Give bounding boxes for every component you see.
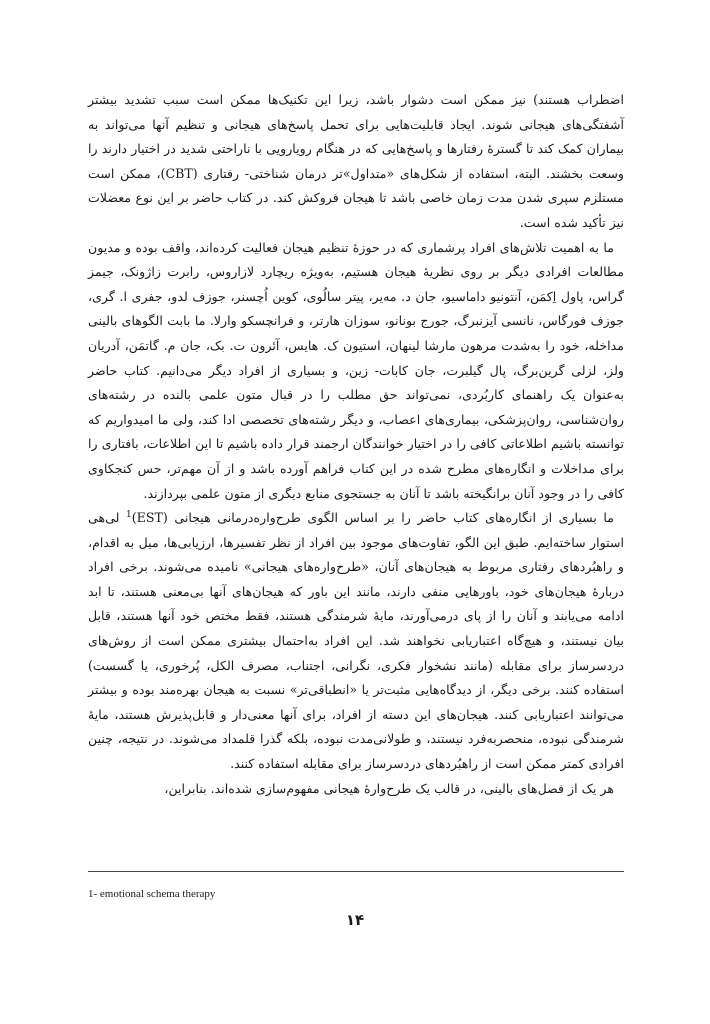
paragraph-2: ما به اهمیت تلاش‌های افراد پرشماری که در حوزهٔ تنظیم هیجان فعالیت کرده‌اند، واقف بوده و مدیون مطالعات افرادی دیگر بر روی نظریهٔ هیجان هستیم، به‌ویژه ریچارد لازاروس، رابرت زاژونک، جیمز گراس، پاول اِکمَن، آنتونیو داماسیو، جان د. مه‌یر، پیتر سالُوی، کوین اُچسنر، جوزف لدو، جفری ا. گری، جوزف فورگاس، نانسی آیزنبرگ، جورج بونانو، سوزان هارتر، و فرانچسکو وارلا. ما بابت الگوهای بالینی مداخله، خود را به‌شدت مرهون مارشا لینهان، استیون ک. هایس، آئرون ت. بک، جان م. گاتمَن، آدریان ولز، لزلی گرین‌برگ، پال گیلبرت، جان کابات- زین، و بسیاری از افراد دیگر می‌دانیم. کتاب حاضر به‌عنوان یک راهنمای کاربُردی، نمی‌تواند حق مطلب را در قبال متون علمی بالنده در رشته‌های روان‌شناسی، روان‌پزشکی، بیماری‌های اعصاب، و دیگر رشته‌های تخصصی ادا کند، ولی ما امیدواریم که توانسته باشیم اطلاعاتی کافی را در اختیار خوانندگان ارجمند قرار داده باشیم تا این اطلاعات، بافتاری را برای مداخلات و انگاره‌های مطرح شده در این کتاب فراهم آورده باشد و از آن مهم‌تر، حس کنجکاوی کافی را در وجود آنان برانگیخته باشد تا آنان به جستجوی منابع دیگری از متون علمی بپردازند.	[88, 239, 624, 501]
paragraph-3-before: ما بسیاری از انگاره‌های کتاب حاضر را بر اساس الگوی طرح‌واره‌درمانی هیجانی (EST)	[131, 510, 614, 526]
body-text	[88, 88, 624, 801]
paragraph-3	[88, 506, 624, 777]
paragraph-3-after: لی‌هی استوار ساخته‌ایم. طبق این الگو، تفاوت‌های موجود بین افراد از نظر تفسیرها، ارزیابی‌ها، میل به اقدام، و راهبُردهای رفتاری مربوط به هیجان‌های آنان، «طرح‌واره‌های هیجانی» نامیده می‌شوند. برخی افراد دربارهٔ هیجان‌های خود، باورهایی منفی دارند، مانند این باور که هیجان‌های آنها بی‌معنی هستند، تا ابد ادامه می‌یابند و آنان را از پای درمی‌آورند، مایهٔ شرمندگی هستند، فقط مختص خود آنها هستند، قابل بیان نیستند، و هیچ‌گاه اعتباریابی نخواهند شد. این افراد به‌احتمال بیشتری ممکن است از روش‌های دردسرساز برای مقابله (مانند نشخوار فکری، نگرانی، اجتناب، مصرف الکل، پُرخوری، یا گسست) استفاده کنند. برخی دیگر، از دیدگاه‌هایی مثبت‌تر یا «انطباقی‌تر» نسبت به هیجان بهره‌مند بوده و بیشتر می‌توانند اعتباریابی کنند. هیجان‌های این دسته از افراد، برای آنها معنی‌دار و قابل‌پذیرش هستند، مایهٔ شرمندگی نبوده، منحصربه‌فرد نیستند، و طولانی‌مدت نبوده، بلکه گذرا قلمداد می‌شوند. در نتیجه، چنین افرادی کمتر ممکن است از راهبُردهای دردسرساز برای مقابله استفاده کنند.	[88, 510, 624, 772]
page-number: ۱۴	[345, 911, 365, 929]
paragraph-1: اضطراب هستند) نیز ممکن است دشوار باشد، زیرا این تکنیک‌ها ممکن است سبب تشدید بیشتر آشفتگی‌های هیجانی شوند. ایجاد قابلیت‌هایی برای تحمل پاسخ‌های هیجانی و تنظیم آنها می‌تواند به بیماران کمک کند تا گسترهٔ رفتارها و پاسخ‌هایی که در هنگام رویارویی با ناراحتی شدید در اختیار دارند را وسعت بخشند. البته، استفاده از شکل‌های «متداول»تر درمان شناختی- رفتاری (CBT)، ممکن است مستلزم سپری شدن مدت زمان خاصی باشد تا هیجان فروکش کند. در کتاب حاضر بر این نوع معضلات نیز تأکید شده است.	[88, 92, 624, 230]
paragraph-4: هر یک از فصل‌های بالینی، در قالب یک طرح‌وارهٔ هیجانی مفهوم‌سازی شده‌اند. بنابراین،	[164, 780, 614, 796]
footnote-marker: 1	[126, 509, 132, 520]
footnote: 1- emotional schema therapy	[88, 888, 216, 900]
footnote-divider	[88, 871, 624, 872]
